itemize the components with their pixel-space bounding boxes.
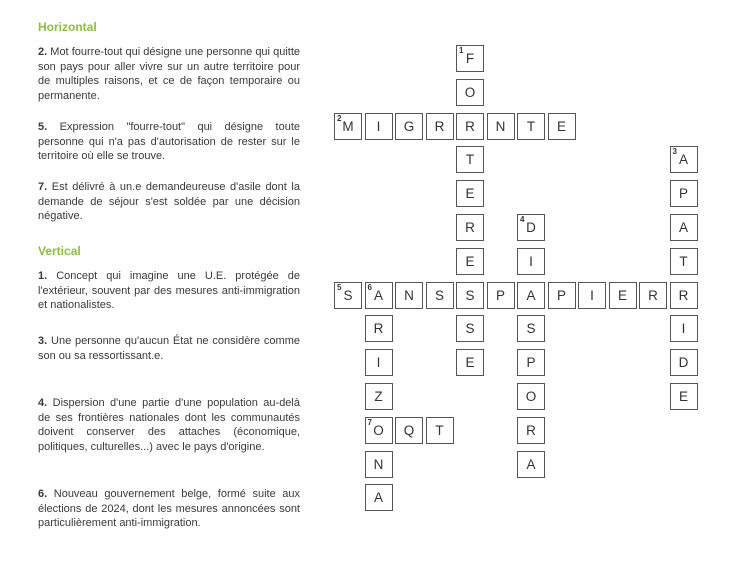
crossword-cell[interactable] [365,349,393,376]
crossword-cell[interactable] [456,349,484,376]
crossword-cell[interactable] [548,113,576,140]
cell-letter: A [373,287,383,303]
crossword-cell[interactable] [334,113,362,140]
crossword-cell[interactable] [517,383,545,410]
crossword-cell[interactable] [456,214,484,241]
cell-letter: T [435,422,444,438]
crossword-cell[interactable] [365,383,393,410]
crossword-cell[interactable] [334,282,362,309]
clue-vertical-1: 1. Concept qui imagine une U.E. protégée de l'extérieur, souvent par des mesures anti-immigration et nationalistes. [38,270,300,311]
cell-letter: T [465,152,475,168]
cell-letter: R [465,220,475,235]
cell-letter: E [678,389,688,404]
cell-letter: T [526,118,536,134]
crossword-cell[interactable] [395,113,423,140]
clue-number: 1 [459,46,464,55]
cell-letter: D [678,355,689,371]
crossword-cell[interactable] [517,451,545,478]
cell-letter: S [526,321,536,337]
cell-letter: E [465,355,475,371]
crossword-cell[interactable] [456,45,484,72]
cell-letter: O [464,84,476,100]
crossword-cell[interactable] [548,282,576,309]
crossword-cell[interactable] [426,282,454,309]
crossword-cell[interactable] [670,248,698,275]
cell-letter: P [678,186,688,202]
crossword-cell[interactable] [456,315,484,342]
cell-letter: R [465,118,475,134]
cell-letter: A [373,490,383,506]
clue-horizontal-2: 2. Mot fourre-tout qui désigne une personne qui quitte son pays pour aller vivre sur un autre territoire pour de multiples raisons, et ce de façon temporaire ou permanente. [38,46,300,102]
crossword-cell[interactable] [517,248,545,275]
crossword-cell[interactable] [395,282,423,309]
cell-letter: P [495,287,505,303]
cell-letter: S [465,287,475,303]
crossword-cell[interactable] [578,282,606,309]
crossword-cell[interactable] [670,214,698,241]
crossword-cell[interactable] [365,282,393,309]
crossword-cell[interactable] [609,282,637,309]
clue-vertical-3: 3. Une personne qu'aucun État ne considère comme son ou sa ressortissant.e. [38,335,300,362]
crossword-cell[interactable] [487,113,515,140]
cell-letter: T [679,253,688,269]
cell-letter: O [525,389,537,404]
clue-vertical-4: 4. Dispersion d'une partie d'une population au-delà de ses frontières nationales dont les communautés doivent conserver des attaches (économique, politiques, culturelles...) avec le pays d'origine. [38,397,300,453]
cell-letter: R [526,422,536,438]
cell-letter: F [465,51,475,66]
cell-letter: E [556,118,566,134]
clue-horizontal-7: 7. Est délivré à un.e demandeureuse d'asile dont la demande de séjour s'est soldée par une décision négative. [38,181,300,222]
cell-letter: R [373,321,384,337]
crossword-cell[interactable] [365,484,393,511]
cell-letter: S [434,287,444,303]
crossword-cell[interactable] [365,417,393,444]
horizontal-heading: Horizontal [38,20,97,34]
clue-number: 2 [337,113,342,123]
crossword-cell[interactable] [517,349,545,376]
crossword-cell[interactable] [426,113,454,140]
crossword-cell[interactable] [517,417,545,444]
crossword-cell[interactable] [395,417,423,444]
cell-letter: G [403,118,415,134]
crossword-cell[interactable] [365,113,393,140]
cell-letter: S [343,287,353,303]
cell-letter: E [465,186,475,202]
crossword-cell[interactable] [487,282,515,309]
crossword-cell[interactable] [517,282,545,309]
cell-letter: R [678,287,689,303]
crossword-cell[interactable] [456,79,484,106]
cell-letter: I [529,253,533,269]
clue-number: 4 [520,215,525,224]
cell-letter: R [434,118,445,134]
cell-letter: N [495,118,506,134]
crossword-cell[interactable] [456,282,484,309]
crossword-cell[interactable] [365,451,393,478]
clue-horizontal-5: 5. Expression "fourre-tout" qui désigne toute personne qui n'a pas d'autorisation de rester sur le territoire où elle se trouve. [38,121,300,162]
clue-vertical-6: 6. Nouveau gouvernement belge, formé suite aux élections de 2024, dont les mesures annoncées sont particulièrement anti-immigration. [38,488,300,529]
crossword-cell[interactable] [517,315,545,342]
crossword-cell[interactable] [456,180,484,207]
cell-letter: A [526,287,536,303]
clue-number: 5 [337,282,342,292]
cell-letter: O [373,422,384,438]
cell-letter: S [465,321,475,337]
cell-letter: E [465,253,475,269]
crossword-cell[interactable] [517,113,545,140]
cell-letter: N [404,287,414,303]
crossword-cell[interactable] [456,248,484,275]
cell-letter: Z [374,389,383,404]
cell-letter: P [556,287,566,303]
cell-letter: A [678,152,688,168]
cell-letter: E [617,287,627,303]
crossword-cell[interactable] [670,383,698,410]
crossword-cell[interactable] [670,180,698,207]
crossword-cell[interactable] [670,315,698,342]
clue-number: 7 [367,417,372,427]
crossword-cell[interactable] [426,417,454,444]
clue-number: 3 [672,147,677,157]
cell-letter: R [648,287,658,303]
cell-letter: A [678,220,688,235]
crossword-cell[interactable] [670,282,698,309]
vertical-heading: Vertical [38,244,81,258]
clue-number: 6 [367,282,372,292]
cell-letter: Q [403,422,415,438]
cell-letter: N [373,456,384,472]
cell-letter: I [681,321,686,337]
crossword-cell[interactable] [639,282,667,309]
cell-letter: M [342,118,354,134]
cell-letter: I [590,287,594,303]
cell-letter: A [526,456,536,472]
crossword-cell[interactable] [670,146,698,173]
crossword-cell[interactable] [365,315,393,342]
crossword-cell[interactable] [670,349,698,376]
crossword-cell[interactable] [456,113,484,140]
cell-letter: P [526,355,536,371]
cell-letter: D [526,220,536,235]
cell-letter: I [376,118,381,134]
crossword-cell[interactable] [517,214,545,241]
crossword-cell[interactable] [456,146,484,173]
cell-letter: I [376,355,381,371]
